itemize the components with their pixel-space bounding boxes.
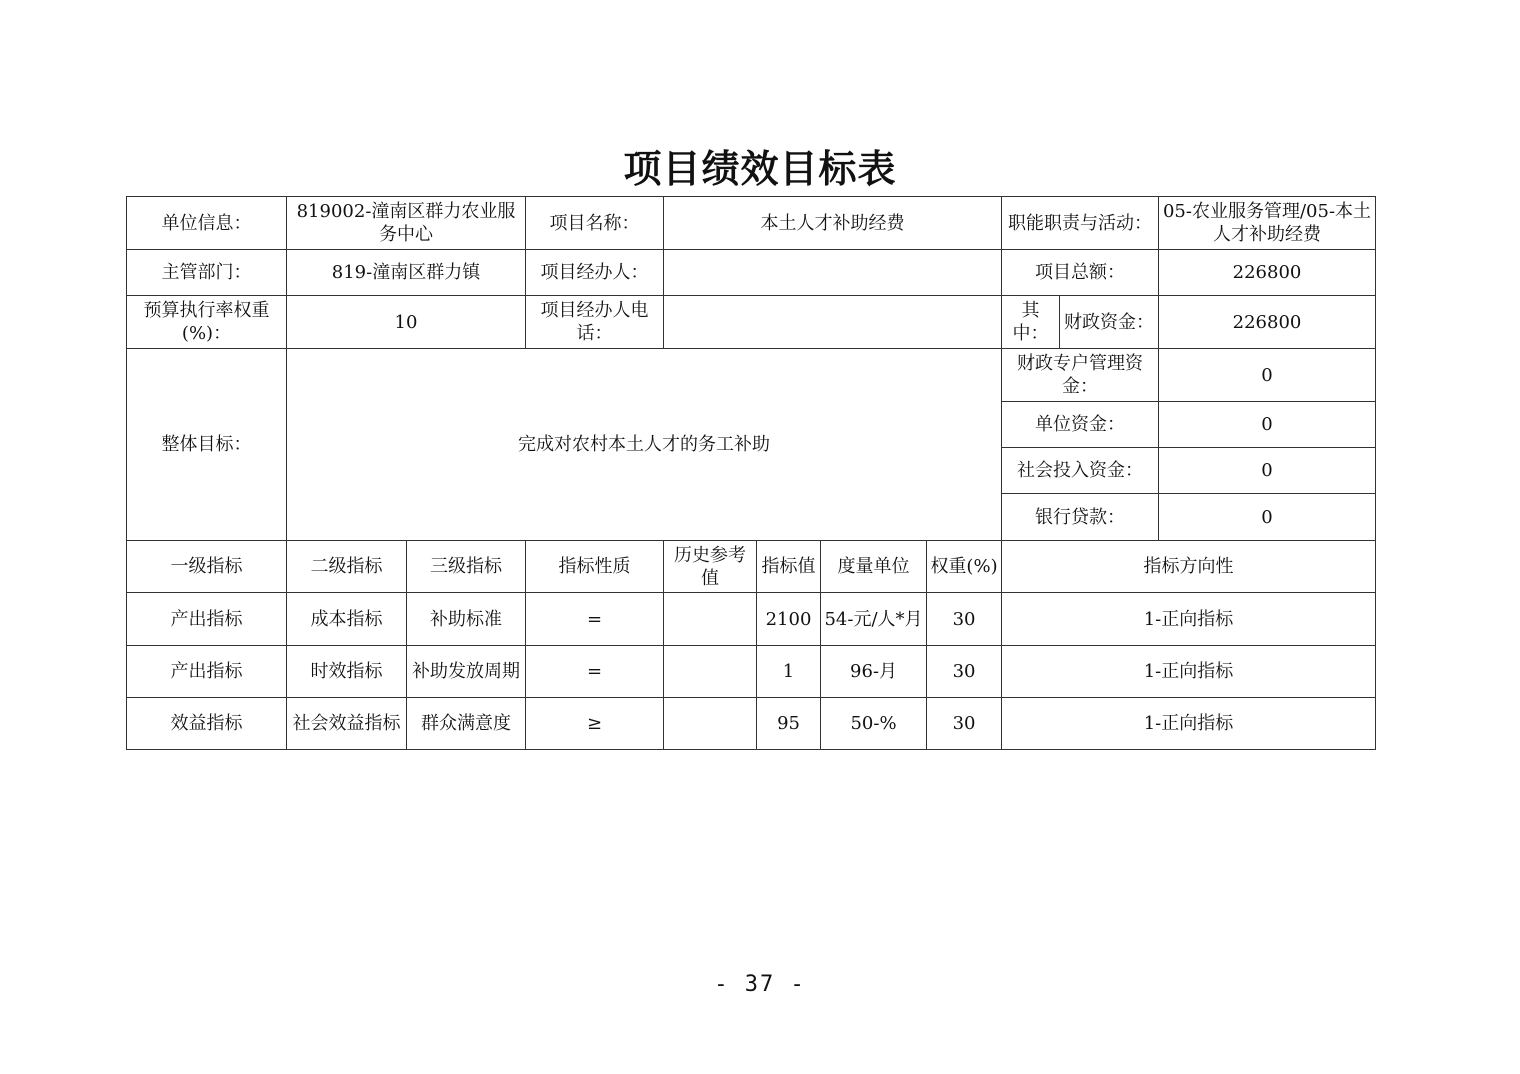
table-row <box>127 593 1376 646</box>
indicator-header-row <box>127 541 1376 593</box>
performance-target-table <box>126 196 1376 750</box>
goal-value: 完成对农村本土人才的务工补助 <box>287 349 1002 541</box>
indicator-nature: = <box>526 593 664 646</box>
row-department <box>127 250 1376 296</box>
special-fund-value: 0 <box>1159 349 1376 402</box>
indicator-history <box>664 593 757 646</box>
indicator-level2: 社会效益指标 <box>287 698 407 750</box>
indicator-nature: ≥ <box>526 698 664 750</box>
indicator-direction: 1-正向指标 <box>1002 593 1376 646</box>
header-level2: 二级指标 <box>287 541 407 593</box>
indicator-value: 1 <box>757 646 821 698</box>
indicator-level2: 时效指标 <box>287 646 407 698</box>
indicator-unit: 96-月 <box>821 646 927 698</box>
handler-label: 项目经办人： <box>526 250 664 296</box>
indicator-weight: 30 <box>927 646 1002 698</box>
phone-value <box>664 296 1002 349</box>
dept-label: 主管部门： <box>127 250 287 296</box>
indicator-history <box>664 646 757 698</box>
duty-label: 职能职责与活动： <box>1002 197 1159 250</box>
indicator-history <box>664 698 757 750</box>
indicator-level3: 补助标准 <box>407 593 526 646</box>
fiscal-value: 226800 <box>1159 296 1376 349</box>
handler-value <box>664 250 1002 296</box>
goal-label: 整体目标： <box>127 349 287 541</box>
indicator-weight: 30 <box>927 698 1002 750</box>
indicator-level1: 产出指标 <box>127 593 287 646</box>
among-label: 其中： <box>1002 296 1060 349</box>
table-row <box>127 646 1376 698</box>
indicator-unit: 50-% <box>821 698 927 750</box>
indicator-value: 2100 <box>757 593 821 646</box>
indicator-direction: 1-正向指标 <box>1002 698 1376 750</box>
row-special-fund <box>127 349 1376 402</box>
fiscal-label: 财政资金： <box>1060 296 1159 349</box>
special-fund-label: 财政专户管理资金： <box>1002 349 1159 402</box>
dept-value: 819-潼南区群力镇 <box>287 250 526 296</box>
header-value: 指标值 <box>757 541 821 593</box>
indicator-level3: 群众满意度 <box>407 698 526 750</box>
row-weight <box>127 296 1376 349</box>
social-fund-label: 社会投入资金： <box>1002 448 1159 494</box>
header-direction: 指标方向性 <box>1002 541 1376 593</box>
indicator-level1: 产出指标 <box>127 646 287 698</box>
weight-label: 预算执行率权重(%)： <box>127 296 287 349</box>
header-level1: 一级指标 <box>127 541 287 593</box>
social-fund-value: 0 <box>1159 448 1376 494</box>
header-history: 历史参考值 <box>664 541 757 593</box>
duty-value: 05-农业服务管理/05-本土人才补助经费 <box>1159 197 1376 250</box>
header-unit: 度量单位 <box>821 541 927 593</box>
indicator-nature: = <box>526 646 664 698</box>
project-name-value: 本土人才补助经费 <box>664 197 1002 250</box>
page-number: - 37 - <box>714 972 806 997</box>
indicator-unit: 54-元/人*月 <box>821 593 927 646</box>
bank-loan-label: 银行贷款： <box>1002 494 1159 541</box>
indicator-direction: 1-正向指标 <box>1002 646 1376 698</box>
weight-value: 10 <box>287 296 526 349</box>
indicator-value: 95 <box>757 698 821 750</box>
header-weight: 权重(%) <box>927 541 1002 593</box>
unit-label: 单位信息： <box>127 197 287 250</box>
phone-label: 项目经办人电话： <box>526 296 664 349</box>
indicator-level1: 效益指标 <box>127 698 287 750</box>
unit-value: 819002-潼南区群力农业服务中心 <box>287 197 526 250</box>
unit-fund-value: 0 <box>1159 402 1376 448</box>
project-name-label: 项目名称： <box>526 197 664 250</box>
row-unit-info <box>127 197 1376 250</box>
indicator-level2: 成本指标 <box>287 593 407 646</box>
indicator-level3: 补助发放周期 <box>407 646 526 698</box>
header-nature: 指标性质 <box>526 541 664 593</box>
header-level3: 三级指标 <box>407 541 526 593</box>
table-row <box>127 698 1376 750</box>
unit-fund-label: 单位资金： <box>1002 402 1159 448</box>
bank-loan-value: 0 <box>1159 494 1376 541</box>
total-label: 项目总额： <box>1002 250 1159 296</box>
page-title: 项目绩效目标表 <box>623 147 897 191</box>
indicator-weight: 30 <box>927 593 1002 646</box>
total-value: 226800 <box>1159 250 1376 296</box>
